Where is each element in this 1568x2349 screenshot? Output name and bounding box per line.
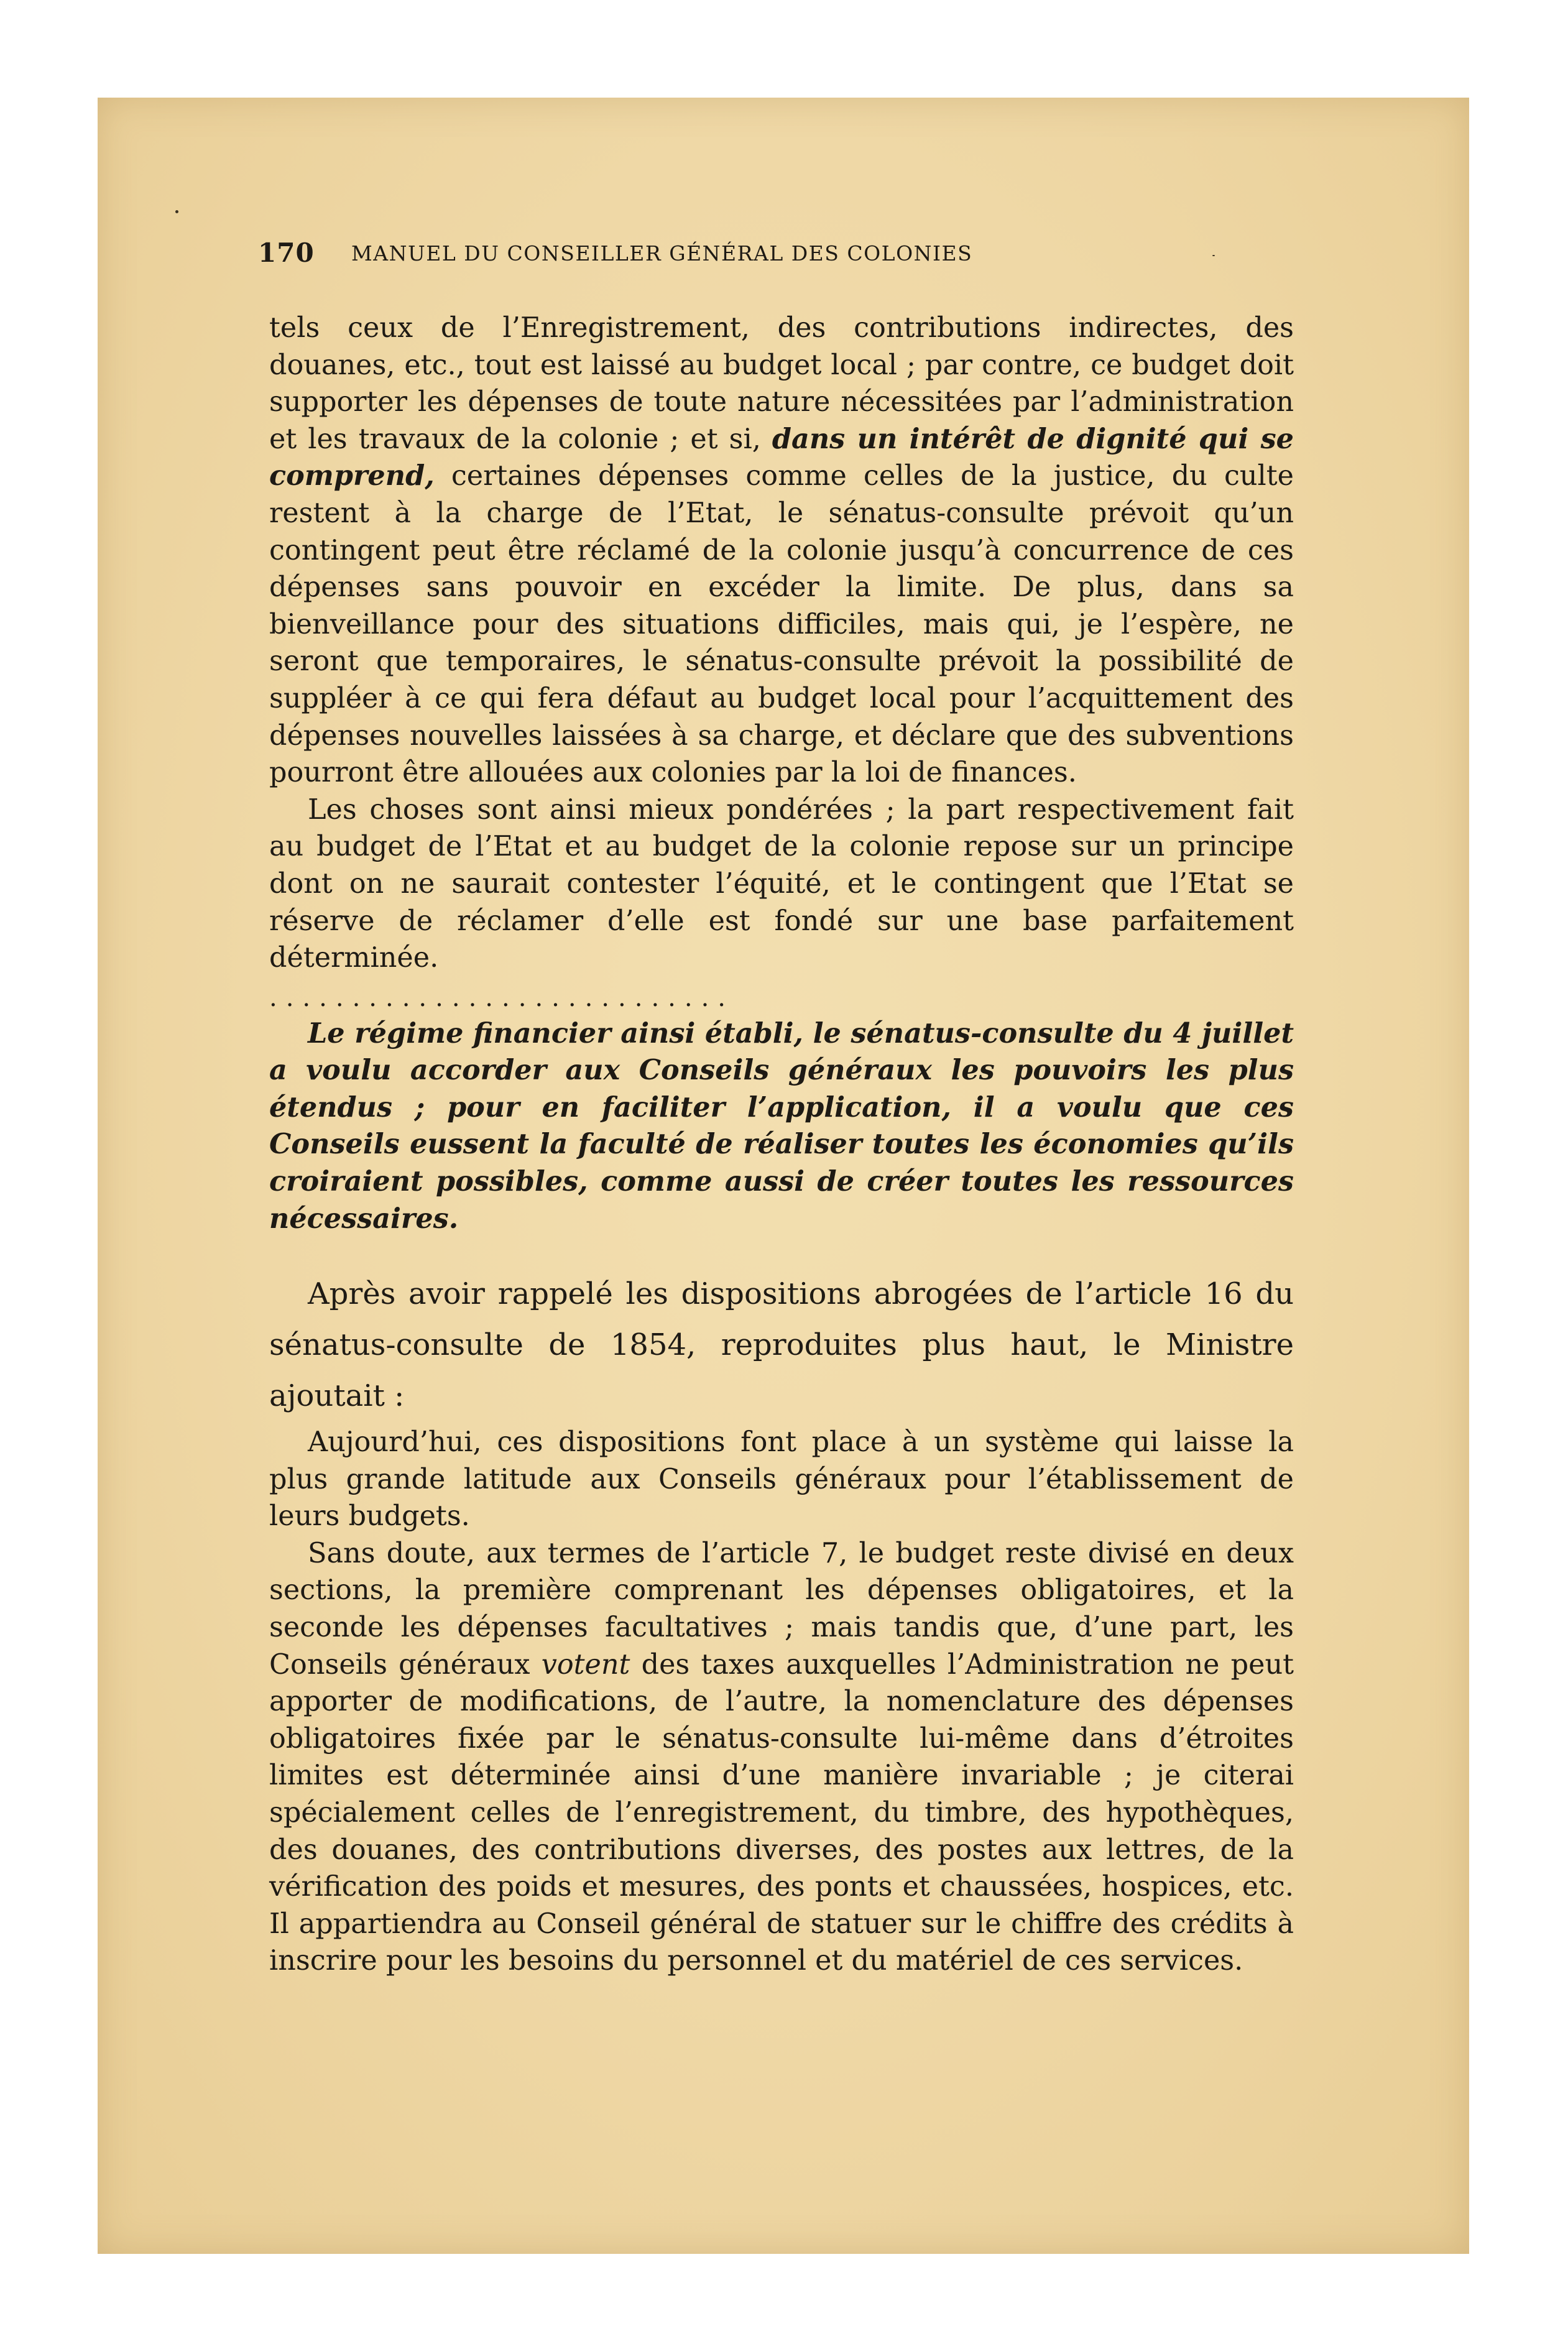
quote-paragraph-1-text-a: tels ceux de l’Enregistrement, des contributions indirectes, des douanes, etc., tout est laissé au budget local ; par contre, ce budget doit supporter les dépenses de toute nature nécessitées par l’administration et les travaux de la colonie ; et si, [269, 312, 1294, 455]
quote-paragraph-2: Les choses sont ainsi mieux pondérées ; la part respectivement fait au budget de l’Etat et au budget de la colonie repose sur un principe dont on ne saurait contester l’équité, et le contingent que l’Etat se réserve de réclamer d’elle est fondé sur une base parfaitement déterminée. [269, 793, 1294, 974]
quote2-paragraph-2-text-a: Sans doute, aux termes de l’article 7, le budget reste divisé en deux sections, la première comprenant les dépenses obligatoires, et la seconde les dépenses facultatives ; mais tandis que, d’une part, les Conseils généraux [269, 1537, 1294, 1681]
narrative-paragraph: Après avoir rappelé les dispositions abrogées de l’article 16 du sénatus-consulte de 1854, reproduites plus haut, le Ministre ajoutait : [269, 1276, 1294, 1413]
quoted-block-2 [269, 1424, 1294, 1980]
quote2-paragraph-2-emphasis: votent [541, 1648, 630, 1681]
quote-paragraph-1-emphasis: dans un intérêt de dignité qui se comprend, [269, 422, 1294, 492]
quote-paragraph-italic: Le régime financier ainsi établi, le sénatus-consulte du 4 juillet a voulu accorder aux Conseils généraux les pouvoirs les plus étendus ; pour en faciliter l’application, il a voulu que ces Conseils eussent la faculté de réaliser toutes les économies qu’ils croiraient possibles, comme aussi de créer toutes les ressources nécessaires. [269, 1017, 1294, 1235]
quote2-paragraph-1: Aujourd’hui, ces dispositions font place à un système qui laisse la plus grande latitude aux Conseils généraux pour l’établissement de leurs budgets. [269, 1426, 1294, 1533]
paper-speck [1212, 255, 1215, 256]
ellipsis-dots: ............................ [269, 983, 735, 1012]
quote-paragraph-1 [269, 310, 1294, 791]
page-number: 170 [258, 238, 315, 268]
paper-speck [175, 210, 178, 213]
quote2-paragraph-2-text-b: des taxes auxquelles l’Administration ne peut apporter de modifications, de l’autre, la nomenclature des dépenses obligatoires fixée par le sénatus-consulte lui-même dans d’étroites limites est déterminée ainsi d’une manière invariable ; je citerai spécialement celles de l’enregistrement, du timbre, des hypothèques, des douanes, des contributions diverses, des postes aux lettres, de la vérification des poids et mesures, des ponts et chaussées, hospices, etc. Il appartiendra au Conseil général de statuer sur le chiffre des crédits à inscrire pour les besoins du personnel et du matériel de ces services. [269, 1648, 1294, 1977]
quote2-paragraph-2 [269, 1535, 1294, 1980]
running-header [258, 238, 1303, 275]
quoted-block-1 [269, 310, 1294, 1237]
quote-paragraph-1-text-b: certaines dépenses comme celles de la justice, du culte restent à la charge de l’Etat, le sénatus-consulte prévoit qu’un contingent peut être réclamé de la colonie jusqu’à concurrence de ces dépenses sans pouvoir en excéder la limite. De plus, dans sa bienveillance pour des situations difficiles, mais qui, je l’espère, ne seront que temporaires, le sénatus-consulte prévoit la possibilité de suppléer à ce qui fera défaut au budget local pour l’acquittement des dépenses nouvelles laissées à sa charge, et déclare que des subventions pourront être allouées aux colonies par la loi de finances. [269, 460, 1294, 789]
running-title: MANUEL DU CONSEILLER GÉNÉRAL DES COLONIES [351, 241, 973, 265]
